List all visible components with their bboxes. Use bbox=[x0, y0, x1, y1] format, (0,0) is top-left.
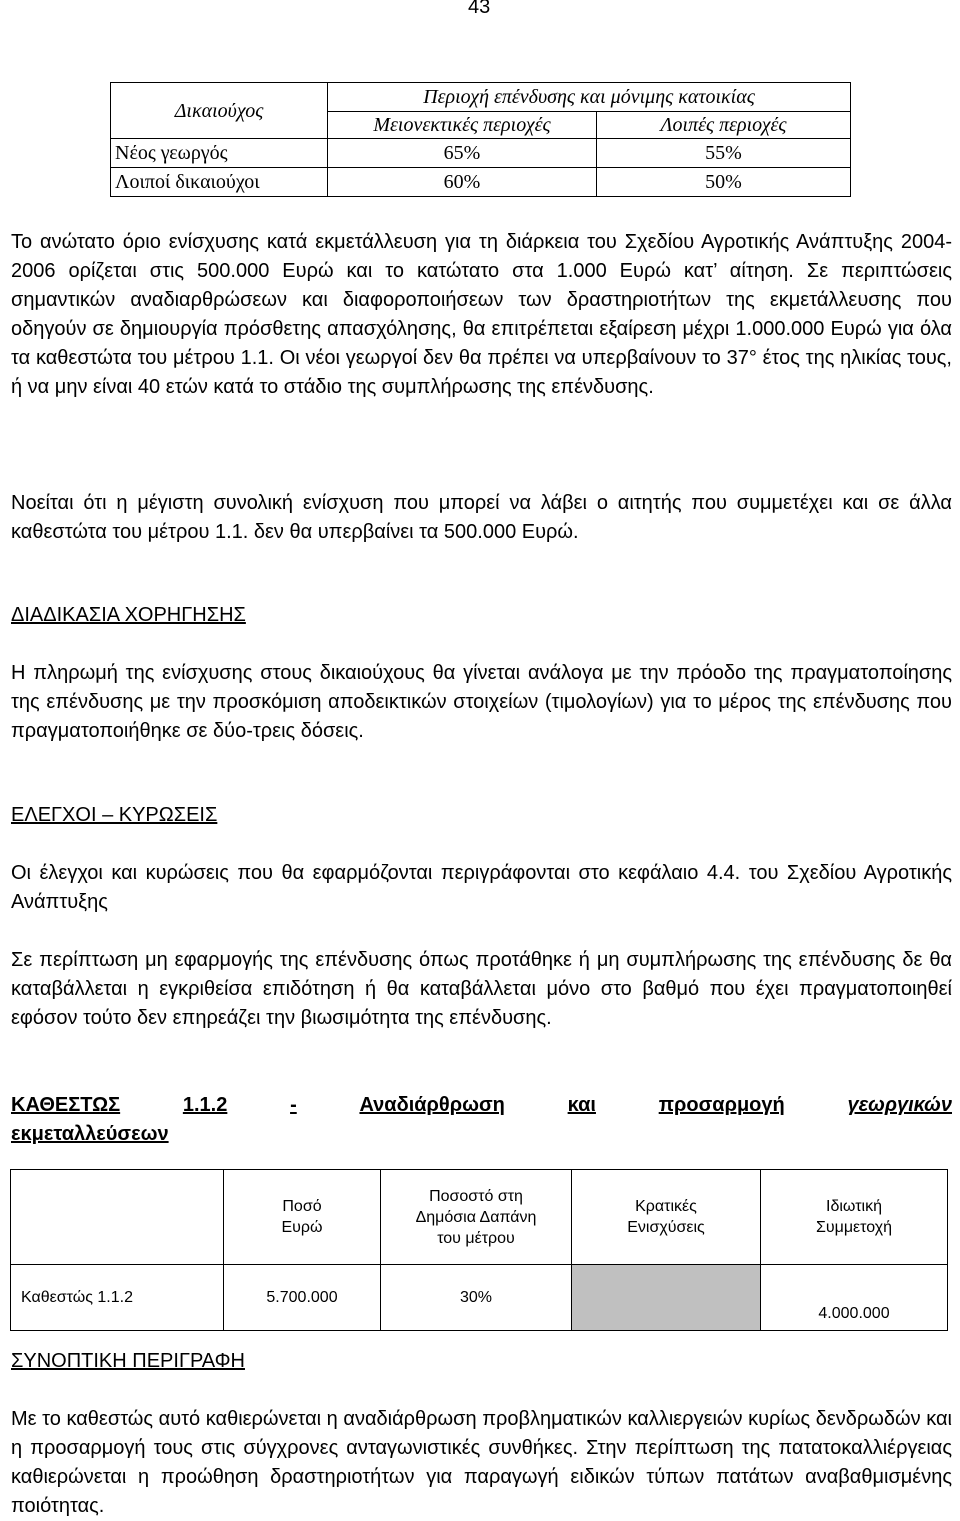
table-row bbox=[111, 139, 851, 168]
amount-header-line: Ευρώ bbox=[281, 1219, 323, 1236]
row-value: 55% bbox=[597, 139, 851, 168]
aid-rate-table bbox=[110, 82, 851, 197]
private-contribution-header-line: Ιδιωτική bbox=[826, 1198, 882, 1215]
non-implementation-paragraph: Σε περίπτωση μη εφαρμογής της επένδυσης όπως προτάθηκε ή μη συμπλήρωσης της επένδυσης δε θα καταβάλλεται η εγκριθείσα επιδότηση ή θα καταβάλλεται μόνο στο βαθμό που έχει πραγματοποιηθεί εφόσον τούτο δεν επηρεάζει την βιωσιμότητα της επένδυσης. bbox=[11, 949, 952, 1029]
scheme-heading bbox=[11, 1091, 952, 1149]
public-expense-header-line: Δημόσια Δαπάνη bbox=[415, 1208, 537, 1226]
state-aid-header bbox=[572, 1170, 761, 1265]
scheme-label: Καθεστώς 1.1.2 bbox=[11, 1265, 224, 1331]
disadvantaged-areas-header: Μειονεκτικές περιοχές bbox=[328, 112, 597, 139]
scheme-heading-word: Αναδιάρθρωση bbox=[359, 1094, 505, 1116]
scheme-heading-line2: εκμεταλλεύσεων bbox=[11, 1123, 169, 1145]
public-expense-header bbox=[381, 1170, 572, 1265]
row-label: Νέος γεωργός bbox=[111, 139, 328, 168]
private-contribution-value: 4.000.000 bbox=[761, 1265, 948, 1331]
controls-paragraph: Οι έλεγχοι και κυρώσεις που θα εφαρμόζονται περιγράφονται στο κεφάλαιο 4.4. του Σχεδίου Αγροτικής Ανάπτυξης bbox=[11, 862, 952, 913]
row-value: 65% bbox=[328, 139, 597, 168]
row-value: 60% bbox=[328, 168, 597, 197]
aid-limits-paragraph: Το ανώτατο όριο ενίσχυσης κατά εκμετάλλευση για τη διάρκεια του Σχεδίου Αγροτικής Ανάπτυξης 2004-2006 ορίζεται στις 500.000 Ευρώ και το κατώτατο στα 1.000 Ευρώ κατ’ αίτηση. Σε περιπτώσεις σημαντικών αναδιαρθρώσεων και διαφοροποιήσεων των δραστηριοτήτων της εκμετάλλευσης που οδηγούν σε δημιουργία πρόσθετης απασχόλησης, θα επιτρέπεται εξαίρεση μέχρι 1.000.000 Ευρώ για όλα τα καθεστώτα του μέτρου 1.1. Οι νέοι γεωργοί δεν θα πρέπει να υπερβαίνουν το 37° έτος της ηλικίας τους, ή να μην είναι 40 ετών κατά το στάδιο της συμπλήρωσης της επένδυσης. bbox=[11, 231, 952, 398]
public-expense-header-line: του μέτρου bbox=[437, 1229, 515, 1247]
other-areas-header: Λοιπές περιοχές bbox=[597, 112, 851, 139]
state-aid-header-line: Κρατικές bbox=[635, 1198, 697, 1215]
empty-header-cell bbox=[11, 1170, 224, 1265]
scheme-heading-word: προσαρμογή bbox=[658, 1094, 785, 1116]
scheme-heading-word: και bbox=[567, 1094, 596, 1116]
row-value: 50% bbox=[597, 168, 851, 197]
public-expense-header-line: Ποσοστό στη bbox=[429, 1187, 523, 1205]
procedure-heading: ΔΙΑΔΙΚΑΣΙΑ ΧΟΡΗΓΗΣΗΣ bbox=[11, 604, 246, 626]
payment-paragraph: Η πληρωμή της ενίσχυσης στους δικαιούχους θα γίνεται ανάλογα με την πρόοδο της πραγματοποίησης της επένδυσης με την προσκόμιση αποδεικτικών στοιχείων (τιμολογίων) για το μέρος της επένδυσης που πραγματοποιήθηκε σε δύο-τρεις δόσεις. bbox=[11, 662, 952, 742]
amount-header bbox=[224, 1170, 381, 1265]
private-contribution-header-line: Συμμετοχή bbox=[815, 1219, 893, 1236]
state-aid-cell bbox=[572, 1265, 761, 1331]
table-row bbox=[111, 168, 851, 197]
table-row bbox=[11, 1265, 948, 1331]
private-contribution-header bbox=[761, 1170, 948, 1265]
beneficiary-header: Δικαιούχος bbox=[111, 83, 328, 139]
amount-value: 5.700.000 bbox=[224, 1265, 381, 1331]
scheme-heading-word: - bbox=[290, 1094, 297, 1116]
max-aid-paragraph: Νοείται ότι η μέγιστη συνολική ενίσχυση που μπορεί να λάβει ο αιτητής που συμμετέχει και σε άλλα καθεστώτα του μέτρου 1.1. δεν θα υπερβαίνει τα 500.000 Ευρώ. bbox=[11, 492, 952, 543]
amount-header-line: Ποσό bbox=[282, 1198, 322, 1215]
scheme-heading-word: γεωργικών bbox=[847, 1094, 952, 1116]
scheme-heading-word: 1.1.2 bbox=[182, 1094, 228, 1116]
summary-paragraph: Με το καθεστώς αυτό καθιερώνεται η αναδιάρθρωση προβληματικών καλλιεργειών κυρίως δενδρωδών και η προσαρμογή τους στις σύγχρονες ανταγωνιστικές συνθήκες. Στην περίπτωση της πατατοκαλλιέργειας καθιερώνεται η προώθηση δραστηριοτήτων για παραγωγή ειδικών τύπων πατάτων αναβαθμισμένης ποιότητας. bbox=[11, 1408, 952, 1517]
row-label: Λοιποί δικαιούχοι bbox=[111, 168, 328, 197]
controls-heading: ΕΛΕΓΧΟΙ – ΚΥΡΩΣΕΙΣ bbox=[11, 804, 218, 826]
state-aid-header-line: Ενισχύσεις bbox=[627, 1219, 705, 1236]
area-group-header: Περιοχή επένδυσης και μόνιμης κατοικίας bbox=[328, 83, 851, 112]
summary-heading: ΣΥΝΟΠΤΙΚΗ ΠΕΡΙΓΡΑΦΗ bbox=[11, 1350, 245, 1372]
scheme-finance-table bbox=[10, 1169, 948, 1331]
percent-value: 30% bbox=[381, 1265, 572, 1331]
page-number: 43 bbox=[468, 0, 491, 18]
scheme-heading-word: ΚΑΘΕΣΤΩΣ bbox=[11, 1094, 121, 1116]
